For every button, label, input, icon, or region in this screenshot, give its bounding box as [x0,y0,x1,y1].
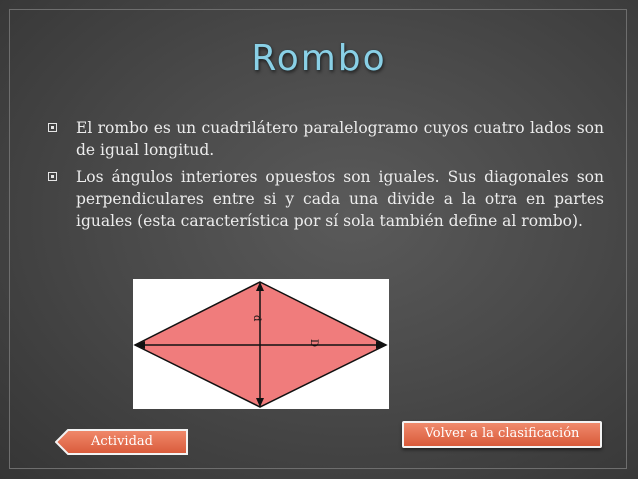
bullet-item [44,166,604,232]
square-bullet-icon [48,123,57,132]
bullet-item [44,117,604,161]
bullet-text: El rombo es un cuadrilátero paralelogramo cuyos cuatro lados son de igual longitud. [76,119,604,159]
slide-title: Rombo [251,38,387,79]
rhombus-diagram [133,279,389,409]
square-bullet-icon [48,172,57,181]
label-major-diagonal: D [308,339,319,348]
label-minor-diagonal: d [251,315,262,322]
activity-button[interactable] [55,429,189,455]
back-to-classification-button[interactable] [402,421,602,448]
activity-button-label: Actividad [91,434,153,449]
bullet-list [44,117,604,237]
rhombus-figure [133,279,389,409]
back-button-label: Volver a la clasificación [424,426,580,441]
bullet-text: Los ángulos interiores opuestos son iguales. Sus diagonales son perpendiculares entre si y cada una divide a la otra en partes iguales (esta característica por sí sola también define al rombo). [76,168,604,230]
